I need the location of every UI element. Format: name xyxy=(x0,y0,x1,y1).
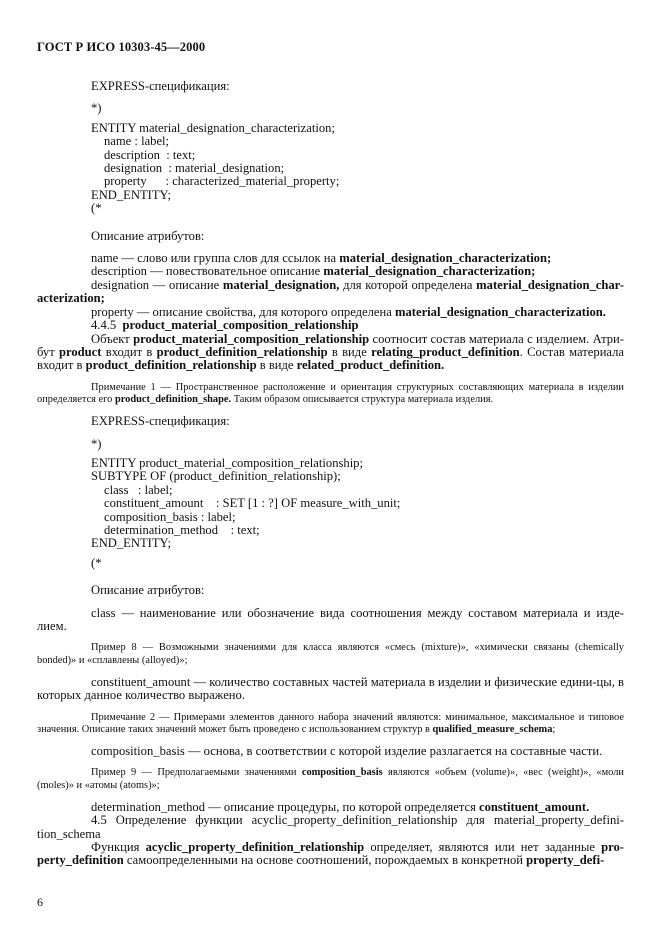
page-content xyxy=(37,80,624,868)
document-header: ГОСТ Р ИСО 10303-45—2000 xyxy=(37,40,206,54)
express-code-block xyxy=(37,457,624,551)
section-heading-445: 4.4.5 product_material_composition_relationship xyxy=(91,318,359,333)
attributes-title: Описание атрибутов: xyxy=(91,583,205,598)
express-label: EXPRESS-спецификация: xyxy=(91,79,230,93)
section-445-paragraph: Объект product_material_composition_relationship соотносит состав материала с изделием. Атри-бут product входит в product_definition_relationship в виде relating_product_definition. Состав материала входит в product_definition_relationship в виде related_product_definition. xyxy=(37,331,625,373)
code-line: constituent_amount : SET [1 : ?] OF measure_with_unit; xyxy=(104,496,401,511)
express-code-block xyxy=(37,122,624,202)
comment-open-marker: (* xyxy=(91,555,102,570)
attributes-title: Описание атрибутов: xyxy=(91,228,205,243)
attr-name: name — слово или группа слов для ссылок на material_designation_characterization; xyxy=(91,251,552,266)
section-heading-45: 4.5 Определение функции acyclic_property_definition_relationship для material_property_defini-tion_schema xyxy=(37,813,624,841)
note-2: Примечание 2 — Примерами элементов данного набора значений являются: минимальное, максимальное и типовое значения. Описание таких значений может быть проведено с использованием структур в qualified_measure_schema; xyxy=(37,711,624,735)
example-8: Пример 8 — Возможными значениями для класса являются «смесь (mixture)», «химически связаны (chemically bonded)» и «сплавлены (alloyed)»; xyxy=(37,642,624,666)
code-line: ENTITY material_designation_characterization; xyxy=(91,120,335,135)
code-line: designation : material_designation; xyxy=(104,161,285,176)
code-line: END_ENTITY; xyxy=(91,187,171,202)
example-9: Пример 9 — Предполагаемыми значениями composition_basis являются «объем (volume)», «вес (weight)», «моли (moles)» и «атомы (atoms)»; xyxy=(37,767,624,791)
comment-open-marker: (* xyxy=(91,201,102,216)
comment-close-marker: *) xyxy=(91,436,102,451)
code-line: END_ENTITY; xyxy=(91,536,171,551)
code-line: description : text; xyxy=(104,147,196,162)
express-label: EXPRESS-спецификация: xyxy=(91,414,230,429)
code-line: ENTITY product_material_composition_relationship; xyxy=(91,455,363,470)
attr-description: description — повествовательное описание material_designation_characterization; xyxy=(91,264,536,279)
attr-class: class — наименование или обозначение вида соотношения между составом материала и изде-лием. xyxy=(37,605,624,633)
note-1: Примечание 1 — Пространственное расположение и ориентация структурных составляющих материала в изделии определяется его product_definition_shape. Таким образом описывается структура материала изделия. xyxy=(37,381,624,405)
attr-property: property — описание свойства, для которого определена material_designation_characterization. xyxy=(91,304,606,319)
attr-designation: designation — описание material_designation, для которой определена material_designation_char-acterization; xyxy=(37,277,624,306)
code-line: class : label; xyxy=(104,482,173,497)
section-45-paragraph: Функция acyclic_property_definition_relationship определяет, являются или нет заданные pro-perty_definition самоопределенными на основе соотношений, порождаемых в конкретной property_defi- xyxy=(37,840,624,868)
code-line: composition_basis : label; xyxy=(104,509,236,524)
comment-close-marker: *) xyxy=(91,101,102,116)
attr-determination-method: determination_method — описание процедуры, по которой определяется constituent_amount. xyxy=(91,799,590,814)
code-line: SUBTYPE OF (product_definition_relationship); xyxy=(91,469,341,484)
code-line: name : label; xyxy=(104,134,170,149)
page-number: 6 xyxy=(37,895,43,909)
attr-constituent-amount: constituent_amount — количество составных частей материала в изделии и физические едини-цы, в которых данное количество выражено. xyxy=(37,674,624,703)
attr-composition-basis: composition_basis — основа, в соответствии с которой изделие разлагается на составные части. xyxy=(91,744,603,759)
code-line: property : characterized_material_property; xyxy=(104,174,340,189)
code-line: determination_method : text; xyxy=(104,522,260,537)
